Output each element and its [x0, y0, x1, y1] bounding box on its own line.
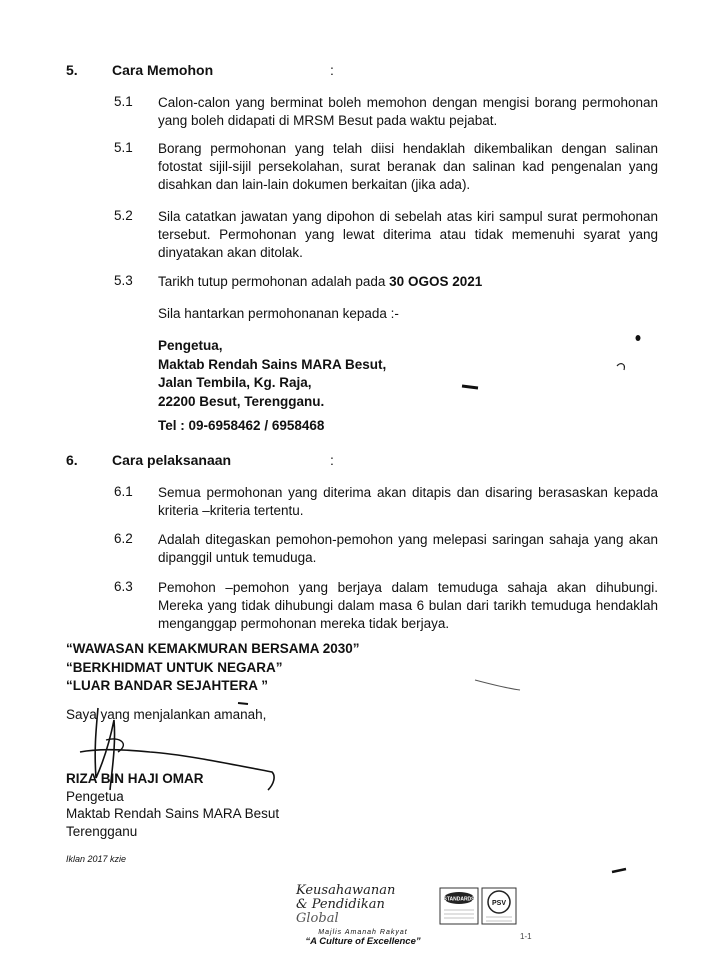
- slogan: “WAWASAN KEMAKMURAN BERSAMA 2030”: [66, 641, 360, 656]
- closing-date-prefix: Tarikh tutup permohonan adalah pada: [158, 274, 390, 289]
- logo-line: & Pendidikan: [296, 897, 385, 912]
- item-text: Pemohon –pemohon yang berjaya dalam temuduga sahaja akan dihubungi. Mereka yang tidak dihubungi dalam masa 6 bulan dari tarikh temuduga hendaklah menganggap permohonan mereka tidak berjaya.: [158, 580, 658, 631]
- item-number: 6.2: [114, 531, 133, 546]
- item-text: Sila catatkan jawatan yang dipohon di sebelah atas kiri sampul surat permohonan tersebut. Permohonan yang lewat diterima atau tidak memenuhi syarat yang dinyatakan akan ditolak.: [158, 209, 658, 260]
- section-6-title: Cara pelaksanaan: [112, 452, 232, 468]
- closing-date: 30 OGOS 2021: [389, 274, 483, 289]
- send-to-text: Sila hantarkan permohonanan kepada :-: [158, 306, 399, 321]
- address-line: Maktab Rendah Sains MARA Besut,: [158, 356, 387, 372]
- logo-wordmark: [296, 884, 430, 926]
- item-text: Semua permohonan yang diterima akan ditapis dan disaring berasaskan kepada kriteria –kriteria tertentu.: [158, 485, 658, 518]
- item-number: 5.2: [114, 208, 133, 223]
- section-5-title: Cara Memohon: [112, 62, 214, 78]
- logo-tagline: “A Culture of Excellence”: [305, 936, 421, 947]
- logo-global: Global: [296, 911, 339, 926]
- item-number: 6.1: [114, 484, 133, 499]
- closing-phrase: Saya yang menjalankan amanah,: [66, 707, 267, 722]
- section-5-number: 5.: [66, 62, 78, 78]
- standards-badge-label: STANDARDS: [443, 896, 475, 903]
- telephone-numbers: Tel : 09-6958462 / 6958468: [158, 418, 325, 433]
- psv-badge: [482, 888, 516, 924]
- signer-state: Terengganu: [66, 823, 138, 839]
- psv-badge-label: PSV: [491, 900, 507, 907]
- item-number: 5.1: [114, 140, 133, 155]
- section-6-number: 6.: [66, 452, 78, 468]
- item-number: 5.1: [114, 94, 133, 109]
- item-number: 5.3: [114, 273, 133, 288]
- slogan: “LUAR BANDAR SEJAHTERA ”: [66, 678, 269, 693]
- certification-badges: [438, 886, 518, 930]
- logo-line: Keusahawanan: [296, 883, 396, 898]
- section-6-colon: :: [330, 452, 334, 468]
- signer-title: Pengetua: [66, 788, 124, 804]
- address-line: Jalan Tembila, Kg. Raja,: [158, 375, 312, 390]
- reference-code: Iklan 2017 kzie: [66, 854, 127, 864]
- section-5-colon: :: [330, 62, 334, 78]
- footer-logo: [296, 884, 430, 947]
- item-text: Adalah ditegaskan pemohon-pemohon yang melepasi saringan sahaja yang akan dipanggil untuk temuduga.: [158, 532, 658, 565]
- signer-name: RIZA BIN HAJI OMAR: [66, 771, 204, 786]
- slogan: “BERKHIDMAT UNTUK NEGARA”: [66, 659, 283, 675]
- item-text: Borang permohonan yang telah diisi hendaklah dikembalikan dengan salinan fotostat sijil-sijil persekolahan, surat beranak dan salinan kad pengenalan yang disahkan dan lain-lain dokumen berkaitan (jika ada).: [158, 141, 658, 192]
- page-mark: 1-1: [520, 932, 532, 941]
- logo-subtitle: Majlis Amanah Rakyat: [318, 929, 408, 936]
- address-line: 22200 Besut, Terengganu.: [158, 393, 325, 409]
- signer-organization: Maktab Rendah Sains MARA Besut: [66, 806, 280, 821]
- address-line: Pengetua,: [158, 338, 223, 353]
- standards-badge: [440, 888, 478, 924]
- item-text: Calon-calon yang berminat boleh memohon dengan mengisi borang permohonan yang boleh didapati di MRSM Besut pada waktu pejabat.: [158, 95, 658, 128]
- item-number: 6.3: [114, 579, 133, 594]
